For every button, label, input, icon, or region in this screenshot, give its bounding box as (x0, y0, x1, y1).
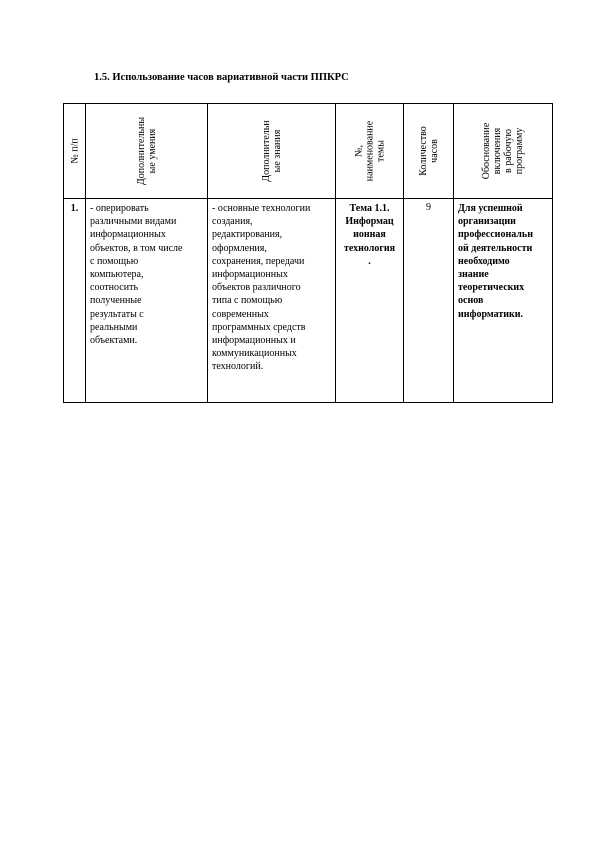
header-cell-knowledge (208, 104, 336, 199)
header-skills-label: Дополнительны ые умения (135, 116, 158, 186)
header-topic-label: №, наименование темы (353, 120, 386, 182)
header-cell-justification (454, 104, 553, 199)
row-skills-cell: - оперировать различными видами информационных объектов, в том числе с помощью компьютера, соотносить полученные результаты с реальными объектами. (86, 199, 208, 403)
header-knowledge-label: Дополнительн ые знания (260, 120, 283, 182)
table-header-row (64, 104, 553, 199)
header-cell-skills (86, 104, 208, 199)
header-cell-topic (336, 104, 404, 199)
row-number-cell: 1. (64, 199, 86, 403)
header-cell-hours (404, 104, 454, 199)
header-hours-label: Количество часов (417, 126, 440, 176)
header-cell-number (64, 104, 86, 199)
row-hours-cell: 9 (404, 199, 454, 403)
row-topic-cell: Тема 1.1. Информац ионная технология . (336, 199, 404, 403)
row-knowledge-cell: - основные технологии создания, редактирования, оформления, сохранения, передачи информационных объектов различного типа с помощью современных программных средств информационных и коммуникационных технологий. (208, 199, 336, 403)
header-justification-label: Обоснование включения в рабочую программу (481, 122, 525, 180)
table-row (64, 199, 553, 403)
row-justification-cell: Для успешной организации профессиональн ой деятельности необходимо знание теоретических основ информатики. (454, 199, 553, 403)
header-number-label: № п/п (69, 138, 80, 164)
variative-hours-table (63, 103, 553, 403)
section-heading: 1.5. Использование часов вариативной части ППКРС (94, 72, 349, 83)
